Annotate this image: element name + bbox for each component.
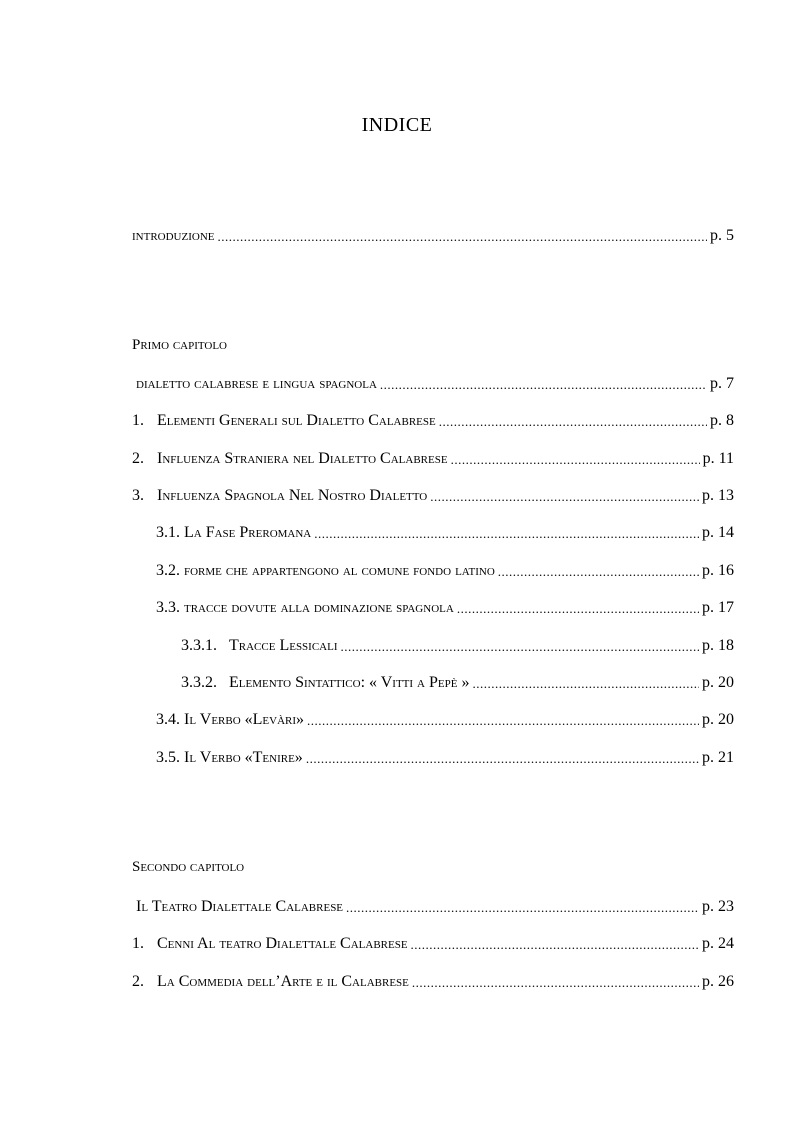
- toc-leader-dots: [451, 451, 700, 469]
- toc-entry-number: 1.: [132, 412, 144, 429]
- toc-entry-label: Il Teatro Dialettale Calabrese: [136, 898, 344, 915]
- toc-entry[interactable]: [132, 372, 734, 394]
- toc-entry-number: 1.: [132, 935, 144, 952]
- toc-entry-page: p. 16: [702, 562, 734, 579]
- toc-leader-dots: [411, 936, 699, 954]
- toc-leader-dots: [307, 712, 699, 730]
- chapter-heading-2: Secondo capitolo: [132, 859, 245, 875]
- toc-entry-label: Elementi Generali sul Dialetto Calabrese: [157, 412, 436, 429]
- toc-leader-dots: [439, 413, 707, 431]
- toc-entry-number: 3.3.2.: [181, 674, 217, 691]
- toc-entry-page: p. 20: [702, 711, 734, 728]
- toc-entry-page: p. 20: [702, 674, 734, 691]
- toc-entry-label: introduzione: [132, 227, 215, 244]
- toc-leader-dots: [306, 750, 699, 768]
- toc-entry-number: 3.3.1.: [181, 637, 217, 654]
- toc-entry-label: Il Verbo «Tenire»: [184, 749, 303, 766]
- toc-entry[interactable]: [156, 708, 734, 730]
- toc-entry[interactable]: [156, 746, 734, 768]
- toc-entry-label: dialetto calabrese e lingua spagnola: [136, 375, 377, 392]
- toc-entry[interactable]: [156, 521, 734, 543]
- toc-entry[interactable]: [132, 447, 734, 469]
- toc-entry-label: tracce dovute alla dominazione spagnola: [184, 599, 454, 616]
- toc-entry-page: p. 5: [710, 227, 734, 244]
- toc-leader-dots: [346, 899, 699, 917]
- toc-entry-label: Elemento Sintattico: « Vitti a Pepè »: [229, 674, 470, 691]
- toc-entry[interactable]: [132, 484, 734, 506]
- toc-leader-dots: [430, 488, 699, 506]
- toc-entry[interactable]: [132, 970, 734, 992]
- toc-entry-number: 3.2.: [156, 562, 180, 579]
- toc-entry[interactable]: [156, 559, 734, 581]
- toc-entry-label: Cenni Al teatro Dialettale Calabrese: [157, 935, 408, 952]
- chapter-heading-1: Primo capitolo: [132, 337, 228, 353]
- toc-entry-number: 3.4.: [156, 711, 180, 728]
- toc-leader-dots: [412, 974, 699, 992]
- toc-leader-dots: [498, 563, 699, 581]
- toc-entry-page: p. 26: [702, 973, 734, 990]
- toc-entry[interactable]: [132, 895, 734, 917]
- toc-entry-number: 3.3.: [156, 599, 180, 616]
- toc-entry-page: p. 23: [702, 898, 734, 915]
- toc-entry-label: La Fase Preromana: [184, 524, 312, 541]
- toc-entry-page: p. 24: [702, 935, 734, 952]
- toc-entry-page: p. 17: [702, 599, 734, 616]
- toc-entry[interactable]: [132, 932, 734, 954]
- toc-entry-label: forme che appartengono al comune fondo latino: [184, 562, 495, 579]
- toc-entry-number: 2.: [132, 973, 144, 990]
- toc-leader-dots: [314, 525, 699, 543]
- toc-entry-number: 2.: [132, 450, 144, 467]
- toc-entry-page: p. 21: [702, 749, 734, 766]
- toc-entry-label: Il Verbo «Levàri»: [184, 711, 305, 728]
- toc-entry-label: Influenza Spagnola Nel Nostro Dialetto: [157, 487, 428, 504]
- toc-leader-dots: [472, 675, 699, 693]
- toc-entry[interactable]: [181, 634, 734, 656]
- toc-entry-label: La Commedia dell’Arte e il Calabrese: [157, 973, 409, 990]
- toc-leader-dots: [341, 638, 699, 656]
- toc-entry-introduction[interactable]: [132, 224, 734, 246]
- toc-entry[interactable]: [132, 409, 734, 431]
- toc-entry-number: 3.1.: [156, 524, 180, 541]
- toc-entry-page: p. 8: [710, 412, 734, 429]
- toc-entry-number: 3.5.: [156, 749, 180, 766]
- toc-leader-dots: [380, 376, 707, 394]
- toc-entry-page: p. 18: [702, 637, 734, 654]
- toc-entry-page: p. 7: [710, 375, 734, 392]
- toc-entry-page: p. 14: [702, 524, 734, 541]
- page-title: INDICE: [361, 114, 433, 136]
- toc-entry-label: Influenza Straniera nel Dialetto Calabrese: [157, 450, 448, 467]
- toc-entry[interactable]: [181, 671, 734, 693]
- toc-entry-page: p. 11: [702, 450, 734, 467]
- toc-entry[interactable]: [156, 596, 734, 618]
- toc-entry-page: p. 13: [702, 487, 734, 504]
- toc-leader-dots: [457, 600, 699, 618]
- toc-leader-dots: [217, 228, 707, 246]
- toc-entry-label: Tracce Lessicali: [229, 637, 338, 654]
- toc-entry-number: 3.: [132, 487, 144, 504]
